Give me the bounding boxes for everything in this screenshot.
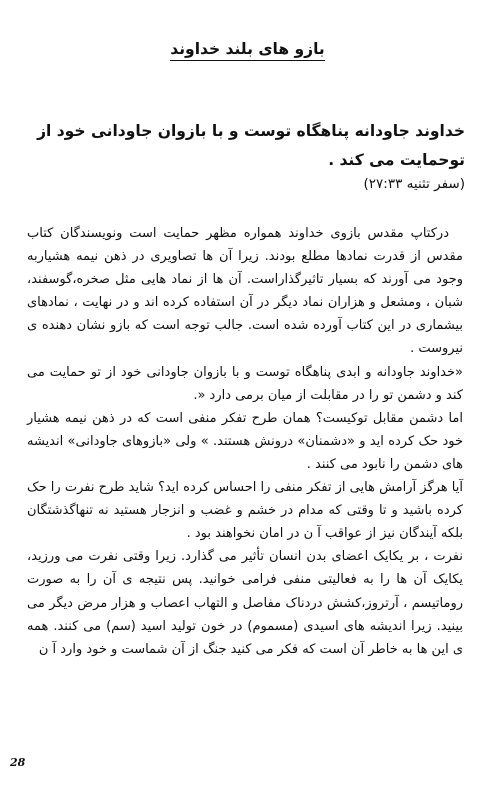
paragraph: اما دشمن مقابل توکیست؟ همان طرح تفکر منفی است که در ذهن نیمه هشیار خود حک کرده اید و «دشمنان» درونش هستند. » ولی «بازوهای جاودانی» اندیشه های دشمن را نابود می کنند . xyxy=(27,410,463,472)
verse-reference: (سفر تثنیه ۲۷:۳۳) xyxy=(363,176,465,192)
page-number: 28 xyxy=(10,756,26,769)
body-text xyxy=(27,222,463,661)
paragraph: درکتاپ مقدس بازوی خداوند همواره مظهر حمایت است ونویسندگان کتاب مقدس از قدرت نمادها مطلع بودند. زیرا آن ها تصاویری در ذهن نیمه هشیاربه وجود می آورند که بسیار تاثیرگذاراست. آن ها از نماد هایی مثل صخره،گوسفند، شبان ، ومشعل و هزاران نماد دیگر در آن استفاده کرده اند و در نهایت ، نمادهای بیشماری در این کتاب آورده شده است. جالب توجه است که بازو نشان دهنده ی نیروست . xyxy=(27,226,463,357)
paragraph: نفرت ، بر یکایک اعضای بدن انسان تأثیر می گذارد. زیرا وقتی نفرت می ورزید، یکایک آن ها را به فعالیتی منفی فرامی خوانید. پس نتیجه ی آن را به صورت روماتیسم ، آرتروز،کشش دردناک مفاصل و التهاب اعصاب و هزار مرض دیگر می بینید. زیرا اندیشه های اسیدی (مسموم) در خون تولید اسید (سم) می کنند. همه ی این ها به خاطر آن است که فکر می کنید جنگ از آن شماست و خود وارد آ ن xyxy=(27,549,463,657)
paragraph: آیا هرگز آرامش هایی از تفکر منفی را احساس کرده اید؟ شاید طرح نفرت را حک کرده باشید و تا وقتی که مدام در خشم و غضب و انزجار هستید نه تنهاگذشتگان بلکه آیندگان نیز از عواقب آ ن در امان نخواهند بود . xyxy=(27,480,463,542)
verse-heading: خداوند جاودانه پناهگاه توست و با بازوان جاودانی خود از توحمایت می کند . xyxy=(37,122,465,169)
chapter-title xyxy=(0,40,495,58)
paragraph: «خداوند جاودانه و ابدی پناهگاه توست و با بازوان جاودانی خود از تو حمایت می کند و دشمن تو را در مقابلت از میان برمی دارد «. xyxy=(27,364,463,403)
chapter-title-text: بازو های بلند خداوند xyxy=(170,40,324,61)
